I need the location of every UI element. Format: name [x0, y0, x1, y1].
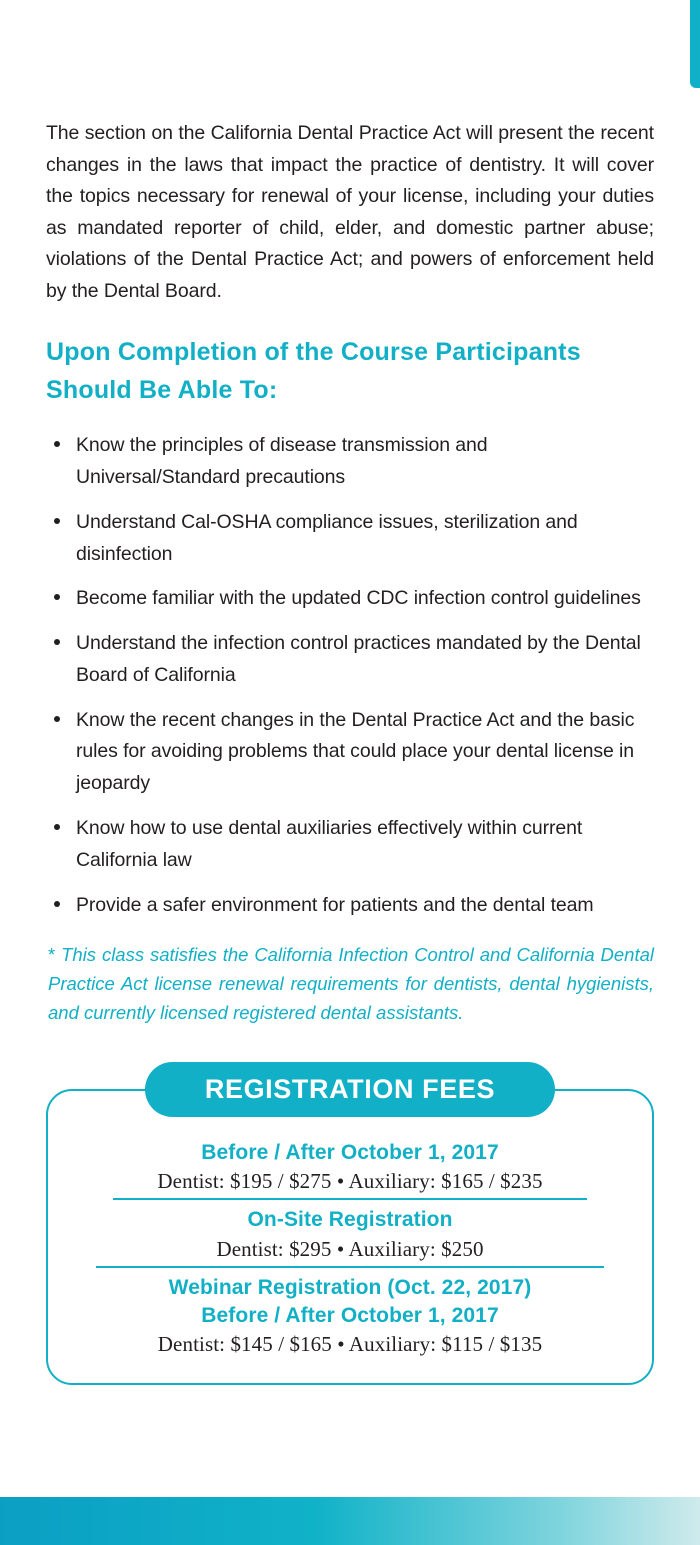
bottom-white-strip: [0, 1487, 700, 1497]
bullet-dot-icon: [54, 594, 60, 600]
objectives-heading: Upon Completion of the Course Participants Should Be Able To:: [46, 338, 581, 404]
footnote-text: This class satisfies the California Infection Control and California Dental Practice Act license renewal requirements for dentists, dental hygienists, and currently licensed registered dental assistants.: [48, 944, 654, 1024]
footnote: [46, 941, 654, 1028]
list-item: [46, 705, 654, 800]
list-item-text: Understand Cal-OSHA compliance issues, sterilization and disinfection: [76, 510, 578, 565]
list-item: [46, 583, 654, 615]
fee-block-webinar: [74, 1274, 626, 1358]
fee-block-title: Webinar Registration (Oct. 22, 2017): [168, 1275, 532, 1299]
bullet-dot-icon: [54, 824, 60, 830]
divider: [113, 1198, 588, 1200]
list-item-text: Provide a safer environment for patients and the dental team: [76, 893, 594, 916]
bullet-dot-icon: [54, 639, 60, 645]
registration-fees-box: [46, 1089, 654, 1385]
bullet-dot-icon: [54, 716, 60, 722]
fee-block-title: On-Site Registration: [247, 1208, 453, 1232]
list-item: [46, 507, 654, 571]
list-item: [46, 628, 654, 692]
intro-paragraph: The section on the California Dental Practice Act will present the recent changes in the laws that impact the practice of dentistry. It will cover the topics necessary for renewal of your license, including your duties as mandated reporter of child, elder, and domestic partner abuse; violations of the Dental Practice Act; and powers of enforcement held by the Dental Board.: [46, 122, 654, 302]
registration-fees-title: REGISTRATION FEES: [145, 1062, 555, 1117]
fee-block-amounts: Dentist: $145 / $165 • Auxiliary: $115 / $135: [157, 1332, 543, 1357]
list-item-text: Know how to use dental auxiliaries effectively within current California law: [76, 817, 583, 871]
list-item-text: Become familiar with the updated CDC infection control guidelines: [76, 587, 641, 610]
registration-fees-section: [46, 1062, 654, 1385]
fee-block-early: [74, 1139, 626, 1194]
objectives-list: [46, 430, 654, 921]
divider: [96, 1266, 604, 1268]
bottom-gradient-bar: [0, 1497, 700, 1545]
list-item-text: Know the principles of disease transmission and Universal/Standard precautions: [76, 434, 488, 488]
list-item-text: Know the recent changes in the Dental Practice Act and the basic rules for avoiding problems that could place your dental license in jeopardy: [76, 708, 635, 795]
fee-block-subtitle: Before / After October 1, 2017: [201, 1303, 499, 1327]
fee-block-amounts: Dentist: $195 / $275 • Auxiliary: $165 / $235: [157, 1169, 543, 1194]
bullet-dot-icon: [54, 518, 60, 524]
fee-block-title: Before / After October 1, 2017: [201, 1140, 499, 1164]
list-item: [46, 890, 654, 922]
footnote-marker: *: [48, 944, 56, 966]
list-item-text: Understand the infection control practices mandated by the Dental Board of California: [76, 632, 641, 686]
bullet-dot-icon: [54, 901, 60, 907]
bullet-dot-icon: [54, 441, 60, 447]
list-item: [46, 430, 654, 494]
list-item: [46, 813, 654, 877]
fee-block-amounts: Dentist: $295 • Auxiliary: $250: [216, 1236, 484, 1261]
fee-block-onsite: [74, 1206, 626, 1261]
